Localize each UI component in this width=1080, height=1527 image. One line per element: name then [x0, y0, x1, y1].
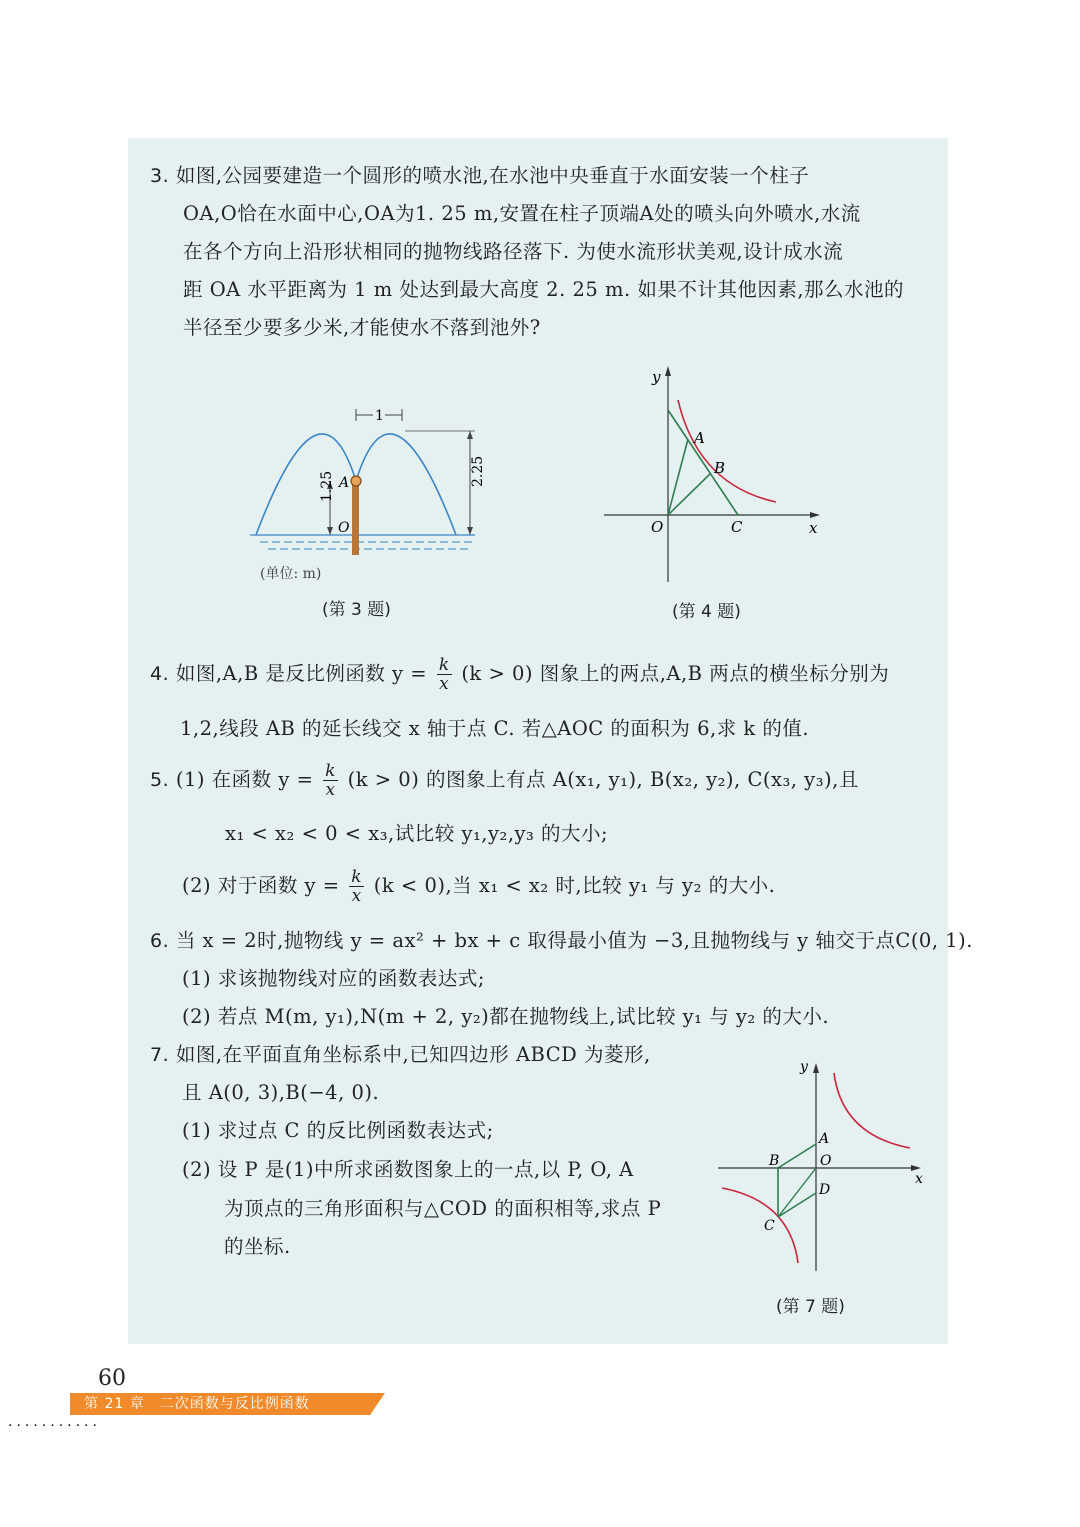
segment-CO — [778, 1168, 816, 1217]
problem-7-line-5: 为顶点的三角形面积与△COD 的面积相等,求点 P — [224, 1197, 662, 1220]
problem-7-line-3: (1) 求过点 C 的反比例函数表达式; — [182, 1119, 494, 1142]
figure-7-graph — [712, 1055, 932, 1275]
fraction-k-over-x: $\frac{k}{x}$ — [325, 761, 336, 800]
chapter-title: 第 21 章 二次函数与反比例函数 — [84, 1396, 310, 1412]
problem-5-line-3: (2) 对于函数 y = $\frac{k}{x}$ (k < 0),当 x₁ < x₂ 时,比较 y₁ 与 y₂ 的大小. — [182, 867, 776, 906]
figure-7-caption: (第 7 题) — [776, 1297, 845, 1317]
problem-3-line-5: 半径至少要多少米,才能使水不落到池外? — [183, 316, 541, 339]
fraction-k-over-x: $\frac{k}{x}$ — [438, 655, 450, 694]
line-OB — [668, 473, 711, 515]
line-OA — [668, 439, 688, 515]
problem-4-line-2: 1,2,线段 AB 的延长线交 x 轴于点 C. 若△AOC 的面积为 6,求 k 的值. — [180, 717, 810, 740]
figure-4-graph — [598, 360, 828, 585]
label-A: A — [694, 429, 705, 447]
label-D: D — [819, 1182, 831, 1198]
label-O: O — [820, 1153, 832, 1169]
problem-3-line-3: 在各个方向上沿形状相同的抛物线路径落下. 为使水流形状美观,设计成水流 — [183, 240, 844, 263]
figure-3-caption: (第 3 题) — [322, 600, 391, 620]
label-O: O — [338, 520, 350, 536]
problem-3-line-1: 3. 如图,公园要建造一个圆形的喷水池,在水池中央垂直于水面安装一个柱子 — [150, 164, 810, 187]
right-parabola — [356, 434, 456, 535]
label-A: A — [819, 1131, 830, 1147]
hyperbola — [678, 400, 776, 502]
pole — [352, 481, 359, 555]
label-B: B — [769, 1153, 780, 1169]
problem-7-line-4: (2) 设 P 是(1)中所求函数图象上的一点,以 P, O, A — [182, 1158, 634, 1181]
dim-225-arrow — [467, 431, 473, 439]
label-y: y — [800, 1059, 808, 1075]
rhombus-AB — [778, 1144, 816, 1168]
dim-225-arrow — [467, 527, 473, 535]
problem-6-line-2: (1) 求该抛物线对应的函数表达式; — [182, 967, 485, 990]
hyperbola-q3 — [722, 1188, 798, 1263]
dotted-line: ··········· — [8, 1418, 101, 1434]
label-B: B — [714, 459, 726, 477]
page-number: 60 — [98, 1366, 126, 1391]
label-1: 1 — [375, 408, 384, 424]
problem-3-line-4: 距 OA 水平距离为 1 m 处达到最大高度 2. 25 m. 如果不计其他因素,那么水池的 — [183, 278, 905, 301]
rhombus-CD — [778, 1193, 816, 1217]
problem-4-line-1: 4. 如图,A,B 是反比例函数 y = $\frac{k}{x}$ (k > 0) 图象上的两点,A,B 两点的横坐标分别为 — [150, 655, 890, 694]
fraction-k-over-x: $\frac{k}{x}$ — [351, 867, 363, 906]
line-AC — [668, 410, 738, 515]
label-225: 2.25 — [470, 455, 486, 487]
problem-7-line-6: 的坐标. — [224, 1235, 291, 1258]
problem-6-line-1: 6. 当 x = 2时,抛物线 y = ax² + bx + c 取得最小值为 −3,且抛物线与 y 轴交于点C(0, 1). — [150, 929, 973, 952]
problem-5-line-1: 5. (1) 在函数 y = $\frac{k}{x}$ (k > 0) 的图象上有点 A(x₁, y₁), B(x₂, y₂), C(x₃, y₃),且 — [150, 761, 859, 800]
figure-4-caption: (第 4 题) — [672, 602, 741, 622]
label-x: x — [809, 519, 818, 537]
label-C: C — [731, 518, 743, 536]
problem-5-line-2: x₁ < x₂ < 0 < x₃,试比较 y₁,y₂,y₃ 的大小; — [225, 822, 609, 845]
problem-7-line-2: 且 A(0, 3),B(−4, 0). — [182, 1081, 380, 1104]
label-125: 1.25 — [319, 470, 335, 502]
y-arrow — [813, 1063, 819, 1073]
problem-7-line-1: 7. 如图,在平面直角坐标系中,已知四边形 ABCD 为菱形, — [150, 1043, 651, 1066]
label-A: A — [339, 475, 350, 491]
label-O: O — [651, 518, 664, 536]
x-arrow — [810, 512, 820, 518]
nozzle — [351, 476, 361, 486]
label-x: x — [915, 1171, 923, 1187]
y-arrow — [665, 366, 671, 376]
label-y: y — [652, 368, 661, 386]
unit-label: (单位: m) — [260, 566, 322, 582]
problem-3-line-2: OA,O恰在水面中心,OA为1. 25 m,安置在柱子顶端A处的喷头向外喷水,水流 — [183, 202, 861, 225]
figure-3-fountain — [240, 395, 490, 595]
problem-6-line-3: (2) 若点 M(m, y₁),N(m + 2, y₂)都在抛物线上,试比较 y₁ 与 y₂ 的大小. — [182, 1005, 830, 1028]
hyperbola-q1 — [834, 1073, 910, 1148]
dim-125-arrow — [327, 527, 333, 535]
label-C: C — [764, 1218, 775, 1234]
